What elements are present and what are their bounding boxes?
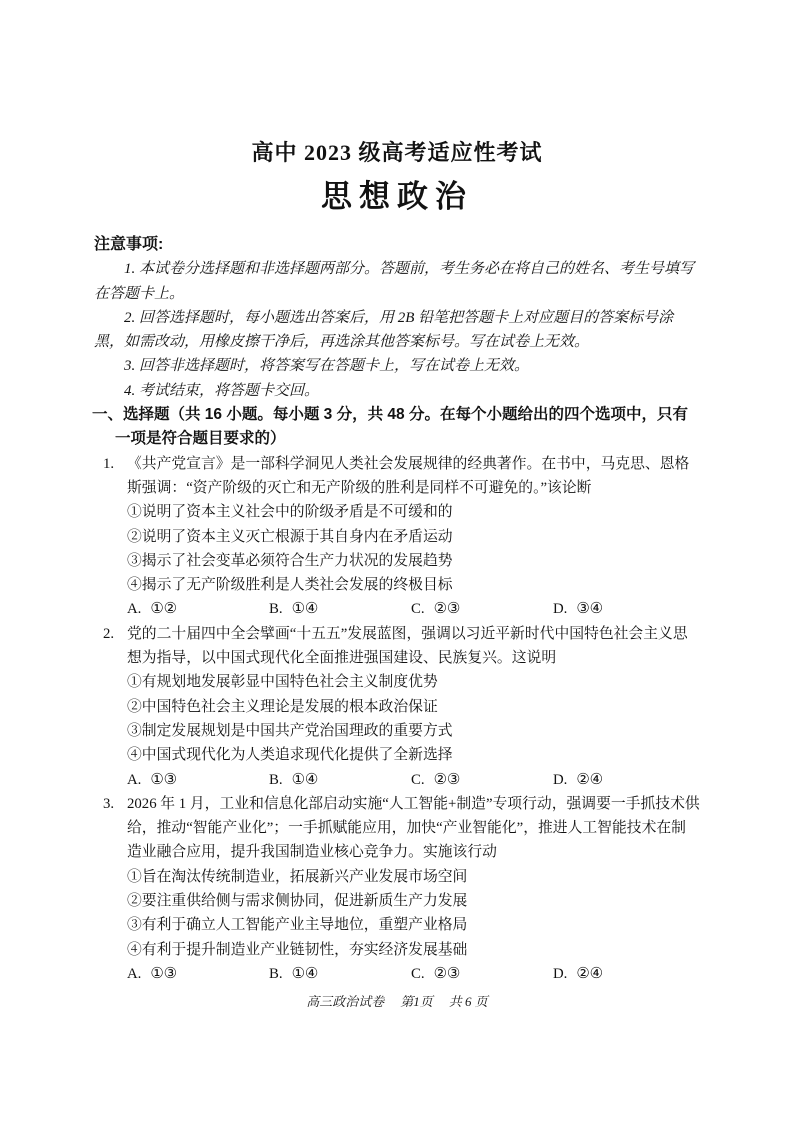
choice-label: D. xyxy=(553,965,568,982)
question-stem: 党的二十届四中全会擘画“十五五”发展蓝图，强调以习近平新时代中国特色社会主义思想为指导，以中国式现代化全面推进强国建设、民族复兴。这说明 xyxy=(127,625,688,667)
choice-value: ①② xyxy=(150,601,177,618)
choice-a xyxy=(127,768,269,792)
question-stem: 2026 年 1 月，工业和信息化部启动实施“人工智能+制造”专项行动，强调要一手抓技术供给，推动“智能产业化”；一手抓赋能应用，加快“产业智能化”，推进人工智能技术在制造业融合应用，提升我国制造业核心竞争力。实施该行动 xyxy=(127,795,700,861)
choices-row xyxy=(127,597,700,621)
statement-list xyxy=(127,500,700,597)
notice-heading: 注意事项: xyxy=(94,236,164,253)
choice-a xyxy=(127,962,269,986)
choice-label: C. xyxy=(411,771,425,788)
question-number: 2. xyxy=(103,625,115,642)
choice-value: ①③ xyxy=(150,771,177,788)
choice-value: ②③ xyxy=(433,601,461,618)
choice-d xyxy=(553,962,700,986)
statement-line: ④揭示了无产阶级胜利是人类社会发展的终极目标 xyxy=(127,577,453,594)
question-number: 3. xyxy=(103,795,115,812)
choice-d xyxy=(553,597,700,621)
choice-value: ②④ xyxy=(576,771,603,788)
statement-line: ①旨在淘汰传统制造业，拓展新兴产业发展市场空间 xyxy=(127,868,468,885)
choice-label: B. xyxy=(269,771,283,788)
question-block xyxy=(94,622,700,792)
choice-label: D. xyxy=(553,771,568,788)
choice-label: C. xyxy=(411,965,425,982)
choice-b xyxy=(269,768,411,792)
choice-b xyxy=(269,962,411,986)
notice-item: 1. 本试卷分选择题和非选择题两部分。答题前，考生务必在将自己的姓名、考生号填写在答题卡上。 xyxy=(94,261,695,302)
choice-c xyxy=(411,597,553,621)
statement-line: ②中国特色社会主义理论是发展的根本政治保证 xyxy=(127,698,438,715)
question-block xyxy=(94,792,700,986)
question-number: 1. xyxy=(103,455,115,472)
question-block xyxy=(94,452,700,622)
exam-title: 高中 2023 级高考适应性考试 xyxy=(251,140,543,165)
choice-label: A. xyxy=(127,601,142,618)
choice-label: B. xyxy=(269,601,283,618)
choice-c xyxy=(411,962,553,986)
choice-value: ①④ xyxy=(291,601,319,618)
choice-label: A. xyxy=(127,771,142,788)
page-footer xyxy=(0,992,794,1012)
statement-line: ③有利于确立人工智能产业主导地位，重塑产业格局 xyxy=(127,917,468,934)
choice-value: ①④ xyxy=(291,771,319,788)
choice-label: A. xyxy=(127,965,142,982)
notice-item: 2. 回答选择题时，每小题选出答案后，用 2B 铅笔把答题卡上对应题目的答案标号涂黑，如需改动，用橡皮擦干净后，再选涂其他答案标号。写在试卷上无效。 xyxy=(94,309,674,351)
choice-d xyxy=(553,768,700,792)
statement-line: ①说明了资本主义社会中的阶级矛盾是不可缓和的 xyxy=(127,504,453,521)
subject-title: 思想政治 xyxy=(321,179,473,214)
statement-line: ④有利于提升制造业产业链韧性，夯实经济发展基础 xyxy=(127,941,468,958)
choice-label: C. xyxy=(411,601,425,618)
choice-label: D. xyxy=(553,601,568,618)
footer-doc-label: 高三政治试卷 xyxy=(306,994,385,1009)
statement-list xyxy=(127,670,700,767)
statement-line: ②说明了资本主义灭亡根源于其自身内在矛盾运动 xyxy=(127,528,453,545)
statement-line: ③揭示了社会变革必须符合生产力状况的发展趋势 xyxy=(127,552,453,569)
choice-value: ②④ xyxy=(576,965,603,982)
statement-line: ④中国式现代化为人类追求现代化提供了全新选择 xyxy=(127,747,453,764)
choice-c xyxy=(411,768,553,792)
footer-page-number: 第1页 xyxy=(400,994,433,1009)
choice-value: ①③ xyxy=(150,965,177,982)
statement-line: ②要注重供给侧与需求侧协同，促进新质生产力发展 xyxy=(127,893,468,910)
choice-value: ②③ xyxy=(433,965,461,982)
footer-page-count: 共 6 页 xyxy=(448,994,488,1009)
question-stem: 《共产党宣言》是一部科学洞见人类社会发展规律的经典著作。在书中，马克思、恩格斯强调：“资产阶级的灭亡和无产阶级的胜利是同样不可避免的。”该论断 xyxy=(127,455,690,496)
choice-value: ③④ xyxy=(576,601,603,618)
notice-list xyxy=(94,257,700,403)
choice-b xyxy=(269,597,411,621)
page-content xyxy=(94,233,700,986)
choices-row xyxy=(127,768,700,792)
statement-list xyxy=(127,865,700,962)
statement-line: ①有规划地发展彰显中国特色社会主义制度优势 xyxy=(127,674,438,691)
choice-value: ②③ xyxy=(433,771,461,788)
section-heading: 一、选择题（共 16 小题。每小题 3 分，共 48 分。在每个小题给出的四个选项中，只有一项是符合题目要求的） xyxy=(92,406,688,448)
statement-line: ③制定发展规划是中国共产党治国理政的重要方式 xyxy=(127,722,453,739)
choice-label: B. xyxy=(269,965,283,982)
notice-item: 3. 回答非选择题时，将答案写在答题卡上，写在试卷上无效。 xyxy=(124,358,530,375)
choices-row xyxy=(127,962,700,986)
choice-value: ①④ xyxy=(291,965,319,982)
choice-a xyxy=(127,597,269,621)
notice-item: 4. 考试结束，将答题卡交回。 xyxy=(124,382,320,399)
